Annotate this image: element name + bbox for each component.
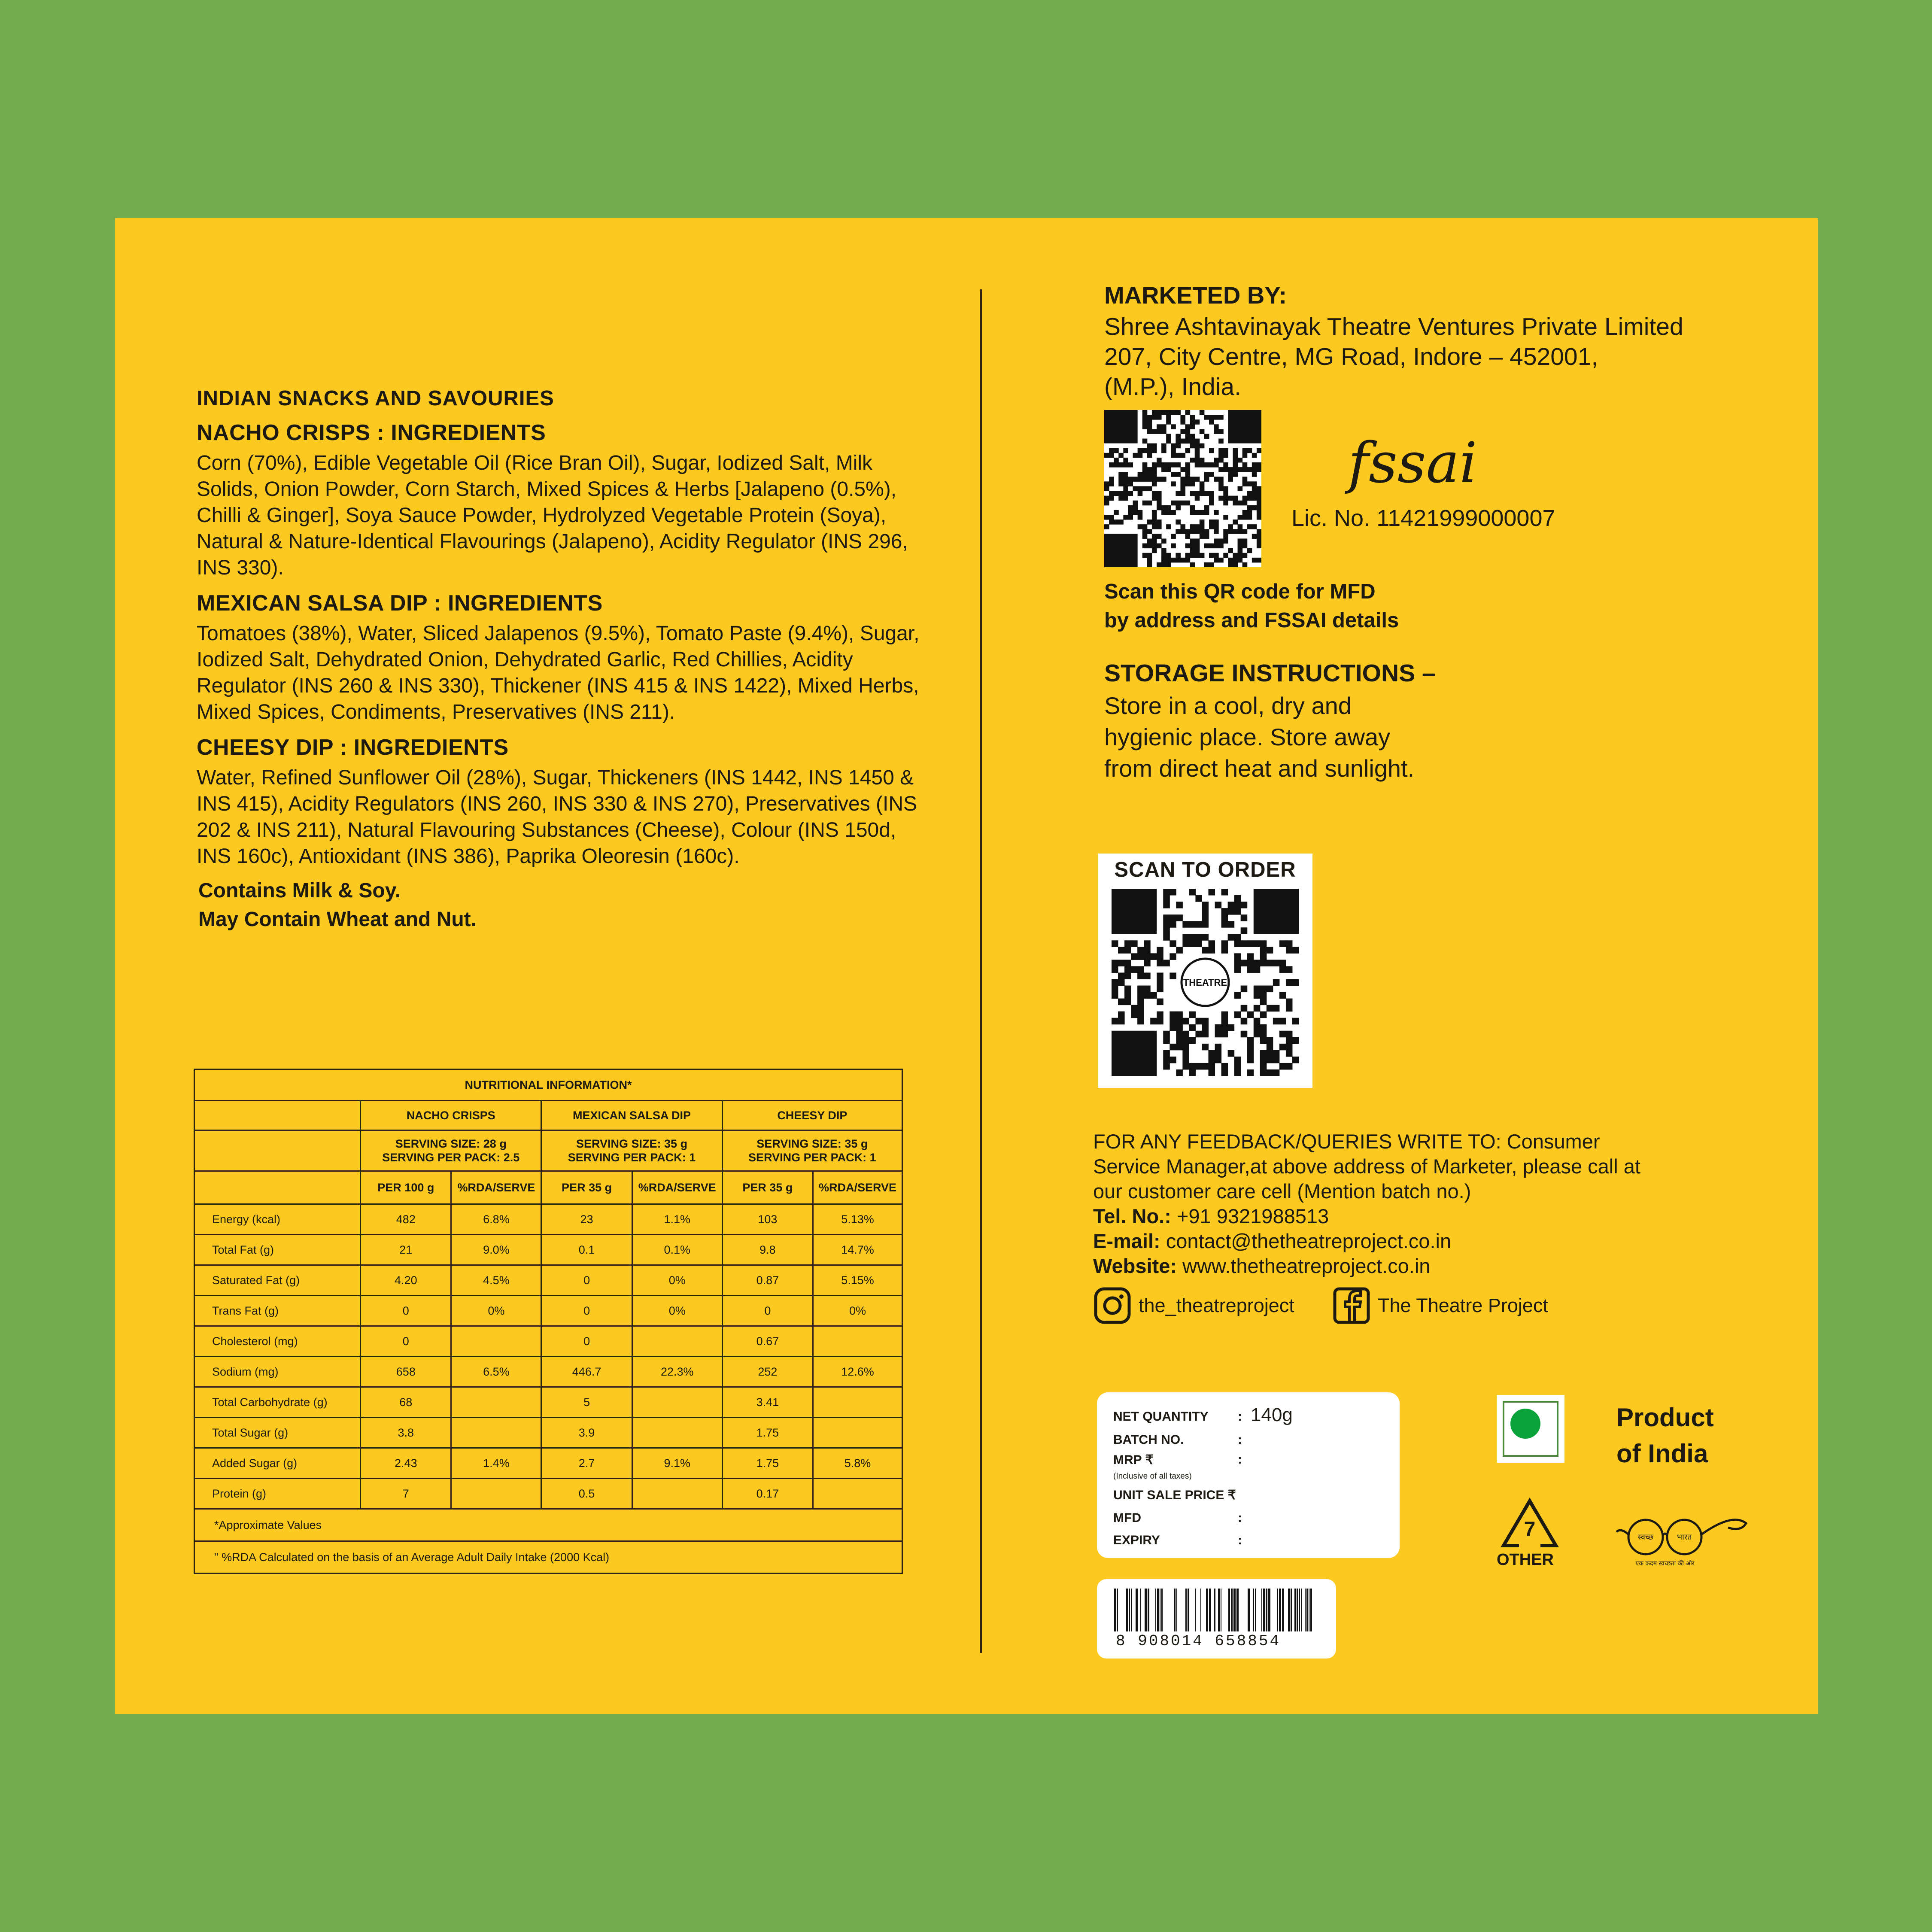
table-cell	[813, 1479, 902, 1509]
table-cell: 0	[722, 1296, 813, 1326]
mrp-label-group	[1113, 1452, 1238, 1482]
column-header: %RDA/SERVE	[451, 1171, 541, 1204]
qr-code-icon	[1112, 889, 1299, 1076]
table-cell: 9.0%	[451, 1235, 541, 1265]
column-header: PER 35 g	[722, 1171, 813, 1204]
product-header: CHEESY DIP	[722, 1101, 902, 1130]
table-cell: 103	[722, 1204, 813, 1235]
instagram-text: the_theatreproject	[1139, 1294, 1294, 1316]
table-cell: 5.13%	[813, 1204, 902, 1235]
table-row	[194, 1357, 902, 1387]
table-cell: 9.1%	[632, 1448, 722, 1479]
tel-label: Tel. No.:	[1093, 1205, 1171, 1227]
email-value: contact@thetheatreproject.co.in	[1166, 1230, 1452, 1252]
barcode-icon	[1114, 1589, 1316, 1631]
column-divider	[980, 289, 982, 1653]
table-cell: 658	[361, 1357, 451, 1387]
storage-text: Store in a cool, dry and hygienic place. Store away from direct heat and sunlight.	[1104, 692, 1415, 782]
address-line: (M.P.), India.	[1104, 373, 1241, 401]
table-cell: 0%	[632, 1265, 722, 1296]
colon: :	[1238, 1410, 1242, 1424]
table-cell	[451, 1326, 541, 1357]
net-qty-value: 140g	[1251, 1404, 1293, 1425]
table-cell: 252	[722, 1357, 813, 1387]
table-cell: 5.8%	[813, 1448, 902, 1479]
table-row	[194, 1448, 902, 1479]
scan-note-line: by address and FSSAI details	[1104, 609, 1399, 632]
table-cell	[451, 1418, 541, 1448]
table-row	[194, 1235, 902, 1265]
serving-size: SERVING SIZE: 35 g	[576, 1137, 688, 1150]
table-cell: 3.41	[722, 1387, 813, 1418]
facebook-icon	[1332, 1286, 1371, 1325]
instagram-handle[interactable]	[1093, 1286, 1294, 1325]
net-qty-row	[1113, 1404, 1293, 1426]
serving-info	[541, 1130, 722, 1171]
table-cell: 0	[541, 1296, 632, 1326]
nutrient-label: Protein (g)	[194, 1479, 361, 1509]
email-line	[1093, 1229, 1660, 1254]
swachh-left: स्वच्छ	[1637, 1533, 1654, 1542]
qr-scan-note	[1104, 577, 1399, 635]
nutrient-label: Total Sugar (g)	[194, 1418, 361, 1448]
feedback-section	[1093, 1129, 1660, 1279]
nutrition-title: NUTRITIONAL INFORMATION*	[194, 1069, 902, 1101]
colon: :	[1238, 1511, 1242, 1525]
net-qty-label: NET QUANTITY	[1113, 1410, 1209, 1424]
expiry-label: EXPIRY	[1113, 1533, 1160, 1547]
table-cell: 6.8%	[451, 1204, 541, 1235]
table-row	[194, 1204, 902, 1235]
email-label: E-mail:	[1093, 1230, 1160, 1252]
veg-mark-icon	[1497, 1395, 1564, 1463]
category-heading: INDIAN SNACKS AND SAVOURIES	[197, 387, 554, 410]
nutrient-label: Cholesterol (mg)	[194, 1326, 361, 1357]
nutrient-label: Sodium (mg)	[194, 1357, 361, 1387]
table-row	[194, 1387, 902, 1418]
fssai-logo: fssai	[1348, 430, 1477, 495]
table-cell: 21	[361, 1235, 451, 1265]
scan-note-line: Scan this QR code for MFD	[1104, 580, 1376, 603]
product-header: NACHO CRISPS	[361, 1101, 541, 1130]
nacho-ingredients: Corn (70%), Edible Vegetable Oil (Rice Bran Oil), Sugar, Iodized Salt, Milk Solids, Onion Powder, Corn Starch, Mixed Spices & Herbs [Jalapeno (0.5%), Chilli & Ginger], Soya Sauce Powder, Hydrolyzed Vegetable Protein (Soya), Natural & Nature-Identical Flavourings (Jalapeno), Acidity Regulator (INS 296, INS 330).	[197, 452, 908, 579]
table-cell: 0.17	[722, 1479, 813, 1509]
origin-line: of India	[1616, 1439, 1708, 1468]
swachh-right: भारत	[1677, 1533, 1692, 1542]
table-cell: 0	[541, 1265, 632, 1296]
colon: :	[1238, 1452, 1242, 1467]
nutrient-label: Total Fat (g)	[194, 1235, 361, 1265]
table-cell	[813, 1387, 902, 1418]
table-cell: 23	[541, 1204, 632, 1235]
footnote-rda: " %RDA Calculated on the basis of an Average Adult Daily Intake (2000 Kcal)	[194, 1541, 902, 1574]
recycle-label: OTHER	[1497, 1551, 1554, 1569]
nacho-heading: NACHO CRISPS : INGREDIENTS	[197, 420, 546, 445]
mfd-label: MFD	[1113, 1511, 1141, 1525]
empty-cell	[194, 1130, 361, 1171]
batch-label: BATCH NO.	[1113, 1433, 1184, 1447]
mfd-qr-code[interactable]	[1104, 410, 1261, 567]
origin-line: Product	[1616, 1403, 1714, 1432]
cheesy-heading: CHEESY DIP : INGREDIENTS	[197, 735, 509, 760]
table-cell: 4.5%	[451, 1265, 541, 1296]
table-cell: 12.6%	[813, 1357, 902, 1387]
serving-per-pack: SERVING PER PACK: 1	[748, 1151, 876, 1164]
colon: :	[1238, 1433, 1242, 1447]
website-label: Website:	[1093, 1255, 1177, 1277]
table-cell: 2.7	[541, 1448, 632, 1479]
serving-size: SERVING SIZE: 35 g	[756, 1137, 868, 1150]
column-header: PER 100 g	[361, 1171, 451, 1204]
table-cell: 446.7	[541, 1357, 632, 1387]
table-cell: 1.4%	[451, 1448, 541, 1479]
nutrient-label: Added Sugar (g)	[194, 1448, 361, 1479]
table-cell: 482	[361, 1204, 451, 1235]
footnote-approx: *Approximate Values	[194, 1509, 902, 1541]
table-cell: 0	[541, 1326, 632, 1357]
marketed-by-heading: MARKETED BY:	[1104, 282, 1287, 309]
table-cell: 0.5	[541, 1479, 632, 1509]
barcode-digits: 8 908014 658854	[1116, 1632, 1281, 1650]
salsa-heading: MEXICAN SALSA DIP : INGREDIENTS	[197, 591, 603, 616]
marketer-address	[1104, 312, 1748, 402]
allergen-contains: Contains Milk & Soy.	[198, 879, 401, 902]
fssai-license: Lic. No. 11421999000007	[1291, 505, 1555, 531]
table-cell: 0.87	[722, 1265, 813, 1296]
recycle-number: 7	[1524, 1518, 1536, 1541]
table-cell: 0.1%	[632, 1235, 722, 1265]
website-line	[1093, 1254, 1660, 1279]
table-cell: 1.75	[722, 1448, 813, 1479]
nutrition-table	[194, 1069, 903, 1574]
table-cell: 6.5%	[451, 1357, 541, 1387]
nutrient-label: Saturated Fat (g)	[194, 1265, 361, 1296]
company-name: Shree Ashtavinayak Theatre Ventures Private Limited	[1104, 313, 1683, 340]
table-cell: 0	[361, 1296, 451, 1326]
table-row	[194, 1479, 902, 1509]
theatre-logo-text: THEATRE	[1183, 977, 1227, 988]
cheesy-ingredients: Water, Refined Sunflower Oil (28%), Sugar, Thickeners (INS 1442, INS 1450 & INS 415), Acidity Regulators (INS 260, INS 330 & INS 270), Preservatives (INS 202 & INS 211), Natural Flavouring Substances (Cheese), Colour (INS 150d, INS 160c), Antioxidant (INS 386), Paprika Oleoresin (160c).	[197, 766, 917, 868]
table-cell: 5	[541, 1387, 632, 1418]
serving-per-pack: SERVING PER PACK: 1	[568, 1151, 696, 1164]
column-header: PER 35 g	[541, 1171, 632, 1204]
table-cell: 0%	[451, 1296, 541, 1326]
table-cell	[451, 1387, 541, 1418]
empty-cell	[194, 1101, 361, 1130]
instagram-icon	[1093, 1286, 1132, 1325]
table-cell	[632, 1479, 722, 1509]
swachh-tagline: एक कदम स्वच्छता की ओर	[1635, 1560, 1695, 1567]
table-cell: 3.8	[361, 1418, 451, 1448]
table-cell: 0	[361, 1326, 451, 1357]
facebook-text: The Theatre Project	[1378, 1294, 1548, 1316]
table-cell: 1.1%	[632, 1204, 722, 1235]
table-cell	[632, 1418, 722, 1448]
mfd-row	[1113, 1511, 1251, 1525]
table-cell: 0%	[813, 1296, 902, 1326]
scan-to-order[interactable]	[1098, 854, 1312, 1088]
usp-row	[1113, 1488, 1238, 1503]
table-cell: 68	[361, 1387, 451, 1418]
scan-to-order-title: SCAN TO ORDER	[1114, 858, 1296, 881]
table-row	[194, 1296, 902, 1326]
facebook-handle[interactable]	[1332, 1286, 1548, 1325]
ingredients-section	[197, 386, 935, 936]
table-cell: 5.15%	[813, 1265, 902, 1296]
table-cell	[451, 1479, 541, 1509]
table-cell: 22.3%	[632, 1357, 722, 1387]
serving-size: SERVING SIZE: 28 g	[395, 1137, 507, 1150]
mrp-row	[1113, 1452, 1251, 1482]
table-row	[194, 1326, 902, 1357]
column-header: %RDA/SERVE	[813, 1171, 902, 1204]
serving-info	[361, 1130, 541, 1171]
salsa-ingredients: Tomatoes (38%), Water, Sliced Jalapenos (9.5%), Tomato Paste (9.4%), Sugar, Iodized Salt, Dehydrated Onion, Dehydrated Garlic, Red Chillies, Acidity Regulator (INS 260 & INS 330), Thickener (INS 415 & INS 1422), Mixed Herbs, Mixed Spices, Condiments, Preservatives (INS 211).	[197, 622, 920, 723]
product-header: MEXICAN SALSA DIP	[541, 1101, 722, 1130]
table-cell: 0.67	[722, 1326, 813, 1357]
net-quantity-panel	[1097, 1392, 1400, 1558]
empty-cell	[194, 1171, 361, 1204]
qr-code-icon	[1104, 410, 1261, 567]
nutrient-label: Total Carbohydrate (g)	[194, 1387, 361, 1418]
tel-line	[1093, 1204, 1660, 1229]
storage-heading: STORAGE INSTRUCTIONS –	[1104, 659, 1436, 687]
table-cell: 4.20	[361, 1265, 451, 1296]
table-cell: 3.9	[541, 1418, 632, 1448]
serving-info	[722, 1130, 902, 1171]
tel-value: +91 9321988513	[1176, 1205, 1329, 1227]
table-cell: 0%	[632, 1296, 722, 1326]
table-cell: 9.8	[722, 1235, 813, 1265]
column-header: %RDA/SERVE	[632, 1171, 722, 1204]
nutrient-label: Trans Fat (g)	[194, 1296, 361, 1326]
table-row	[194, 1265, 902, 1296]
table-cell	[813, 1326, 902, 1357]
usp-label: UNIT SALE PRICE ₹	[1113, 1488, 1236, 1502]
table-cell	[632, 1387, 722, 1418]
table-row	[194, 1418, 902, 1448]
table-cell	[813, 1418, 902, 1448]
table-cell	[632, 1326, 722, 1357]
product-of-india	[1616, 1400, 1714, 1472]
mrp-label: MRP ₹	[1113, 1453, 1154, 1467]
table-cell: 1.75	[722, 1418, 813, 1448]
swachh-bharat-icon	[1612, 1510, 1748, 1568]
barcode	[1097, 1579, 1336, 1659]
website-value: www.thetheatreproject.co.in	[1182, 1255, 1431, 1277]
serving-per-pack: SERVING PER PACK: 2.5	[382, 1151, 520, 1164]
table-cell: 0.1	[541, 1235, 632, 1265]
batch-row	[1113, 1433, 1251, 1447]
expiry-row	[1113, 1533, 1251, 1548]
table-cell: 14.7%	[813, 1235, 902, 1265]
colon: :	[1238, 1533, 1242, 1547]
table-cell: 7	[361, 1479, 451, 1509]
feedback-text: FOR ANY FEEDBACK/QUERIES WRITE TO: Consumer Service Manager,at above address of Marketer, please call at our customer care cell (Mention batch no.)	[1093, 1130, 1640, 1203]
nutrient-label: Energy (kcal)	[194, 1204, 361, 1235]
table-cell: 2.43	[361, 1448, 451, 1479]
mrp-note: (Inclusive of all taxes)	[1113, 1472, 1192, 1481]
address-line: 207, City Centre, MG Road, Indore – 452001,	[1104, 343, 1598, 371]
allergen-may-contain: May Contain Wheat and Nut.	[198, 908, 477, 931]
